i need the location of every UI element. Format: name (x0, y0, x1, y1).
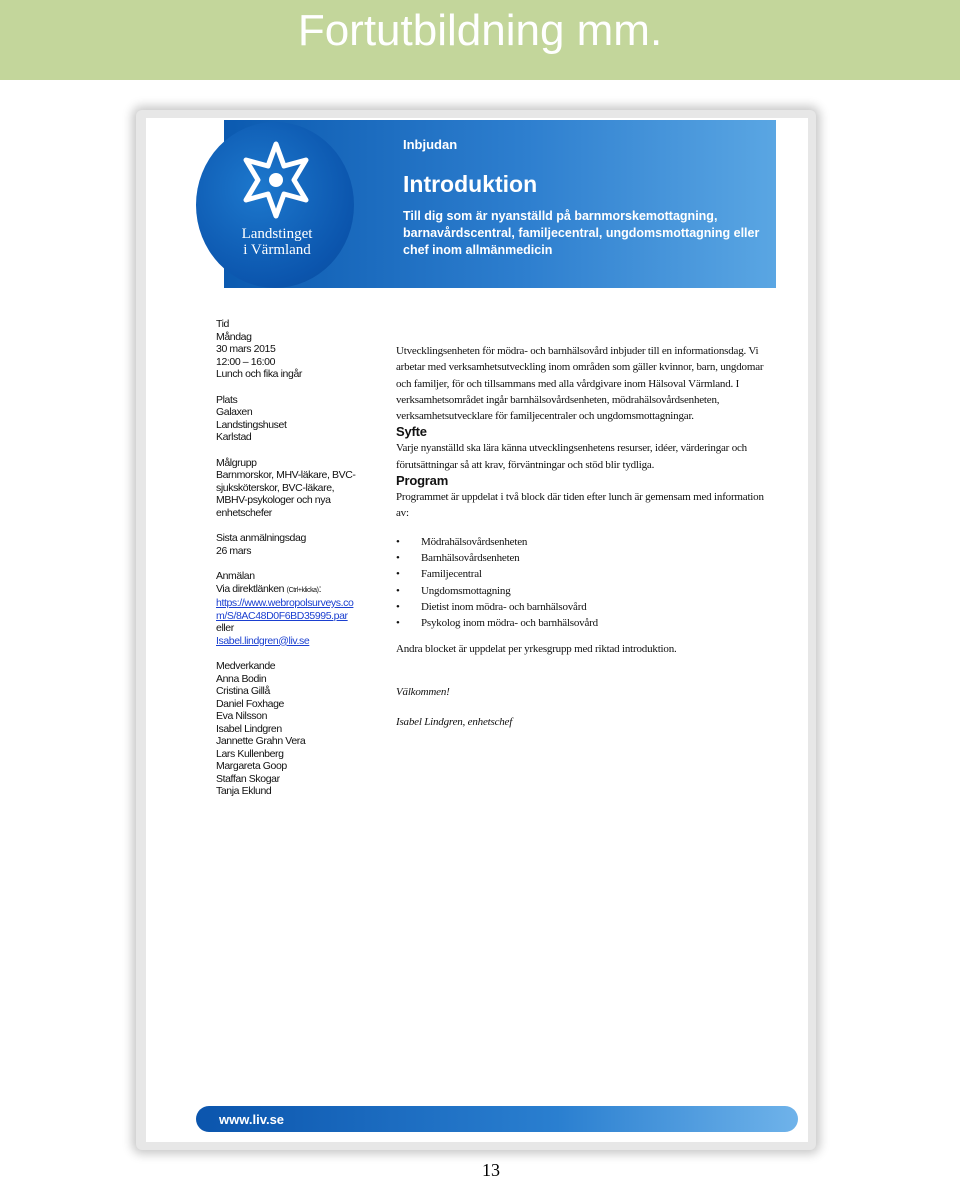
participant-name: Staffan Skogar (216, 772, 280, 785)
invite-label: Inbjudan (403, 137, 458, 152)
document-subtitle: Till dig som är nyanställd på barnmorskemottagning, barnavårdscentral, familjecentral, ungdomsmottagning eller chef inom allmänmedicin (403, 209, 760, 257)
page-number: 13 (482, 1160, 500, 1180)
slide-title: Fortutbildning mm. (297, 6, 663, 55)
list-item: • Mödrahälsovårdsenheten (396, 534, 771, 550)
time-line: 12:00 – 16:00 (216, 355, 276, 368)
time-label: Tid (216, 318, 229, 330)
signup-label: Anmälan (216, 570, 255, 582)
participant-name: Jannette Grahn Vera (216, 735, 306, 747)
list-item: • Barnhälsovårdsenheten (396, 550, 771, 566)
signup-or: eller (216, 622, 234, 634)
program-heading: Program (396, 473, 449, 489)
signup-block (216, 570, 366, 647)
target-text: Barnmorskor, MHV-läkare, BVC-sjuksköterskor, BVC-läkare, MBHV-psykologer och nya enhetschefer (216, 469, 356, 519)
logo-line-2: i Värmland (243, 242, 311, 258)
participant-name: Cristina Gillå (216, 685, 270, 697)
target-label: Målgrupp (216, 456, 257, 469)
participant-name: Isabel Lindgren (216, 722, 282, 735)
welcome-text: Välkommen! (396, 685, 450, 698)
signup-link-continued[interactable]: m/S/8AC48D0F6BD35995.par (216, 609, 348, 622)
list-item: • Familjecentral (396, 566, 771, 582)
signup-link[interactable]: https://www.webropolsurveys.co (216, 597, 354, 609)
time-line: 30 mars 2015 (216, 343, 276, 355)
place-block (216, 394, 366, 444)
participant-name: Daniel Foxhage (216, 697, 284, 710)
signup-via-text: Via direktlänken (216, 582, 285, 595)
place-line: Galaxen (216, 406, 253, 418)
list-item: • Ungdomsmottagning (396, 583, 771, 599)
target-block (216, 457, 366, 520)
main-content (396, 343, 771, 730)
purpose-paragraph: Varje nyanställd ska lära känna utvecklingsenhetens resurser, idéer, värderingar och förutsättningar så att krav, förväntningar och stöd blir tydliga. (396, 442, 747, 471)
footer-url[interactable]: www.liv.se (219, 1112, 285, 1127)
participants-block (216, 660, 366, 798)
participant-name: Anna Bodin (216, 672, 267, 685)
list-item: • Dietist inom mödra- och barnhälsovård (396, 599, 771, 615)
logo-line-1: Landstinget (241, 226, 313, 242)
time-block (216, 318, 366, 381)
intro-paragraph: Utvecklingsenheten för mödra- och barnhälsovård inbjuder till en informationsdag. Vi arbetar med verksamhetsutveckling inom områden som gäller kvinnor, barn, ungdomar och familjer, för och tillsammans med alla vårdgivare inom Hälsoval Värmland. I verksamhetsområdet ingår barnhälsovårdsenheten, mödrahälsovårdsenheten, verksamhetsutvecklare för familjecentraler och ungdomsmottagningar. (396, 345, 764, 423)
signup-via-note: (Ctrl+klicka) (286, 586, 319, 594)
list-item: • Psykolog inom mödra- och barnhälsovård (396, 615, 771, 631)
signup-via: Via direktlänken (Ctrl+klicka): (216, 582, 322, 595)
participant-name: Eva Nilsson (216, 710, 268, 722)
place-line: Landstingshuset (216, 418, 287, 431)
purpose-heading: Syfte (396, 424, 427, 440)
logo-text (222, 226, 332, 258)
participant-name: Margareta Goop (216, 760, 287, 772)
program-paragraph: Programmet är uppdelat i två block där tiden efter lunch är gemensam med information av: (396, 491, 764, 520)
place-line: Karlstad (216, 431, 252, 443)
deadline-value: 26 mars (216, 544, 252, 557)
participant-name: Tanja Eklund (216, 785, 272, 797)
deadline-label: Sista anmälningsdag (216, 532, 306, 544)
place-label: Plats (216, 393, 238, 406)
time-line: Lunch och fika ingår (216, 368, 302, 380)
flower-logo-icon (236, 140, 316, 220)
deadline-block (216, 532, 366, 557)
footer-bar (196, 1106, 798, 1132)
time-line: Måndag (216, 330, 252, 343)
signup-email-link[interactable]: Isabel.lindgren@liv.se (216, 634, 310, 647)
sidebar-info (216, 318, 366, 811)
document-title: Introduktion (403, 171, 538, 197)
participants-label: Medverkande (216, 660, 276, 672)
second-block-paragraph: Andra blocket är uppdelat per yrkesgrupp med riktad introduktion. (396, 643, 677, 656)
signature: Isabel Lindgren, enhetschef (396, 716, 513, 729)
participant-name: Lars Kullenberg (216, 747, 284, 760)
program-list (396, 534, 771, 632)
